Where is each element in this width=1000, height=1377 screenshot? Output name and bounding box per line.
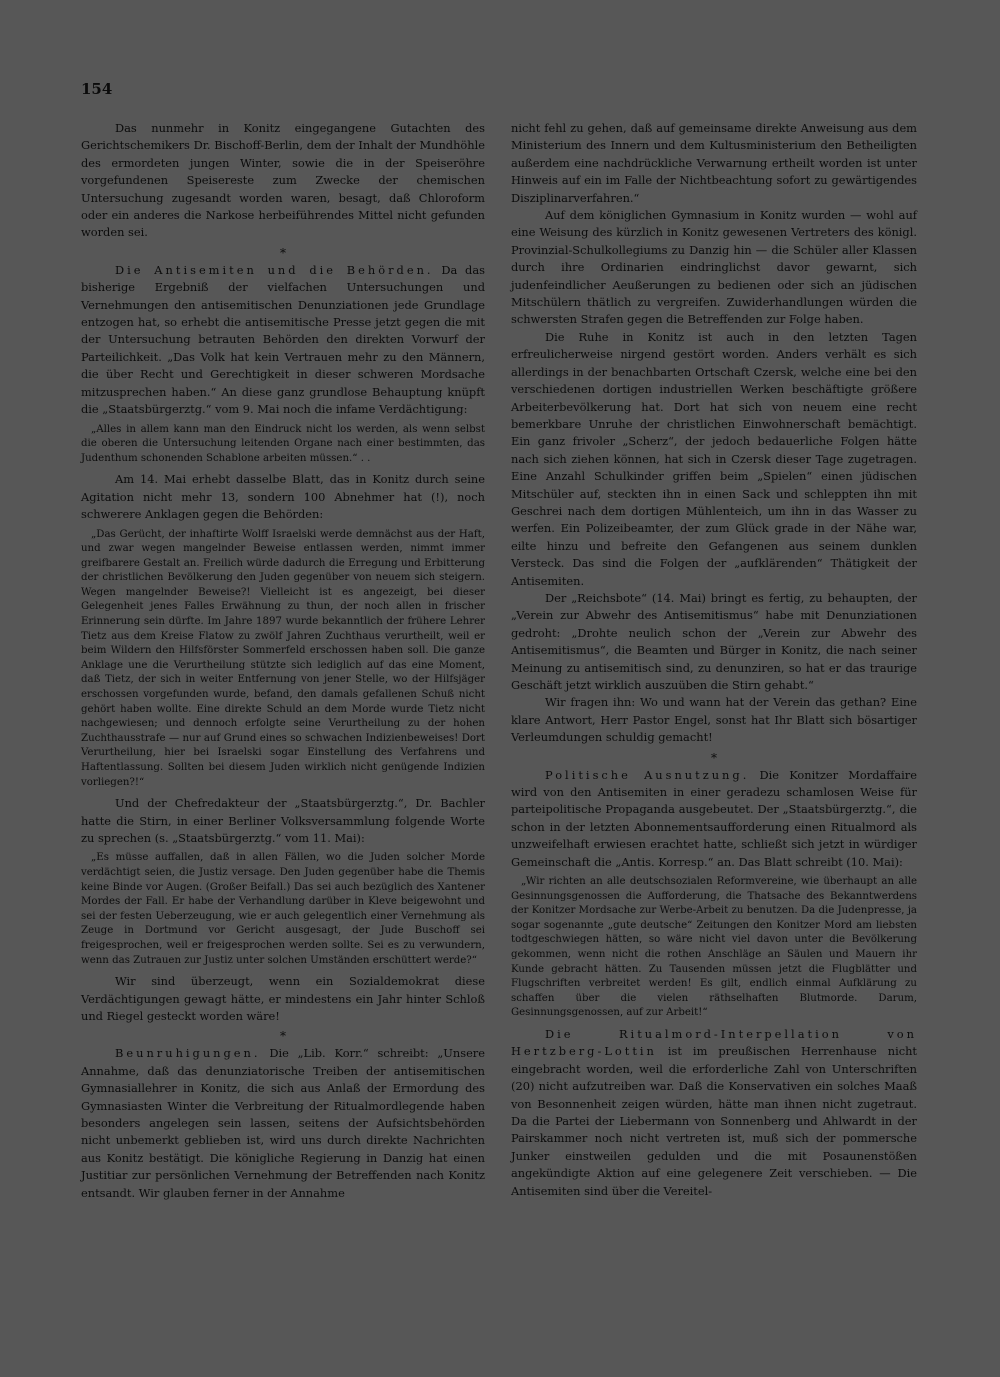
section-heading: Beunruhigungen. <box>115 1046 261 1061</box>
left-column <box>81 120 485 1202</box>
page-number: 154 <box>81 80 113 98</box>
paragraph: Wir fragen ihn: Wo und wann hat der Verein das gethan? Eine klare Antwort, Herr Pastor Engel, sonst hat Ihr Blatt sich bösartiger Verleumdungen schuldig gemacht! <box>511 695 917 745</box>
paragraph-body: Da das bisherige Ergebniß der vielfachen Untersuchungen und Vernehmungen den antisemitischen Denunziationen jede Grundlage entzogen hat, so erhebt die antisemitische Presse jetzt gegen die mit der Untersuchung betrauten Behörden den direkten Vorwurf der Parteilichkeit. „Das Volk hat kein Vertrauen mehr zu den Männern, die über Recht und Gerechtigkeit in dieser schweren Mordsache mitzusprechen haben.“ An diese ganz grundlose Behauptung knüpft die „Staatsbürgerztg.“ vom 9. Mai noch die infame Verdächtigung: <box>81 262 485 417</box>
paragraph: Auf dem königlichen Gymnasium in Konitz wurden — wohl auf eine Weisung des kürzlich in Konitz gewesenen Vertreters des königl. Provinzial-Schulkollegiums zu Danzig hin — die Schüler aller Klassen durch ihre Ordinarien eindringlichst davor gewarnt, sich judenfeindlicher Aeußerungen zu bedienen oder sich an jüdischen Mitschülern thätlich zu vergreifen. Zuwiderhandlungen würden die schwersten Strafen gegen die Betreffenden zur Folge haben. <box>511 208 917 327</box>
right-column <box>511 120 917 1200</box>
block-quote: „Wir richten an alle deutschsozialen Reformvereine, wie überhaupt an alle Gesinnungsgenossen die Aufforderung, die Thatsache des Bekanntwerdens der Konitzer Mordsache zur Werbe-Arbeit zu benutzen. Da die Judenpresse, ja sogar sogenannte „gute deutsche“ Zeitungen den Konitzer Mord am liebsten todtgeschwiegen hätten, so wäre nicht viel davon unter die Bevölkerung gekommen, wenn nicht die rothen Anschläge an Säulen und Mauern ihr Kunde gebracht hätten. Zu Tausenden müssen jetzt die Flugblätter und Flugschriften verbreitet werden! Es gilt, endlich einmal Aufklärung zu schaffen über die vielen räthselhaften Blutmorde. Darum, Gesinnungsgenossen, auf zur Arbeit!“ <box>511 876 917 1019</box>
paragraph: nicht fehl zu gehen, daß auf gemeinsame direkte Anweisung aus dem Ministerium des Innern und dem Kultusministerium den Betheiligten außerdem eine nachdrückliche Verwarnung ertheilt worden ist unter Hinweis auf ein im Falle der Nichtbeachtung sofort zu gewärtigendes Disziplinarverfahren.“ <box>511 121 917 205</box>
section-separator: * <box>280 1029 286 1044</box>
paragraph: Am 14. Mai erhebt dasselbe Blatt, das in Konitz durch seine Agitation nicht mehr 13, sondern 100 Abnehmer hat (!), noch schwerere Anklagen gegen die Behörden: <box>81 472 485 522</box>
section-heading: Politische Ausnutzung. <box>545 767 750 782</box>
paragraph <box>511 767 917 871</box>
section-separator: * <box>711 750 717 765</box>
paragraph <box>81 262 485 419</box>
paragraph-body: Die Konitzer Mordaffaire wird von den Antisemiten in einer geradezu schamlosen Weise für parteipolitische Propaganda ausgebeutet. Der „Staatsbürgerztg.“, die schon in der letzten Abonnementsaufforderung einen Ritualmord als unzweifelhaft erwiesen erachtet hatte, schließt sich jetzt in würdiger Gemeinschaft die „Antis. Korresp.“ an. Das Blatt schreibt (10. Mai): <box>511 767 917 869</box>
section-heading: Die Antisemiten und die Behörden. <box>115 262 434 277</box>
paragraph <box>511 1026 917 1200</box>
paragraph: Die Ruhe in Konitz ist auch in den letzten Tagen erfreulicherweise nirgend gestört worden. Anders verhält es sich allerdings in der benachbarten Ortschaft Czersk, welche eine bei den verschiedenen dortigen industriellen Werken beschäftigte größere Arbeiterbevölkerung hat. Dort hat sich von neuem eine recht bemerkbare Unruhe der christlichen Einwohnerschaft bemächtigt. Ein ganz frivoler „Scherz“, der jedoch bedauerliche Folgen hätte nach sich ziehen können, hat sich in Czersk dieser Tage zugetragen. Eine Anzahl Schulkinder griffen beim „Spielen“ einen jüdischen Mitschüler auf, steckten ihn in einen Sack und schleppten ihn mit Geschrei nach dem dortigen Mühlenteich, um ihn in das Wasser zu werfen. Ein Polizeibeamter, der zum Glück grade in der Nähe war, eilte hinzu und befreite den Gefangenen aus seinem dunklen Versteck. Das sind die Folgen der „aufklärenden“ Thätigkeit der Antisemiten. <box>511 329 917 588</box>
paragraph-body: ist im preußischen Herrenhause nicht eingebracht worden, weil die erforderliche Zahl von Unterschriften (20) nicht aufzutreiben war. Daß die Konservativen ein solches Maaß von Besonnenheit zeigen würden, hätte man ihnen nicht zugetraut. Da die Partei der Liebermann von Sonnenberg und Ahlwardt in der Pairskammer noch nicht vertreten ist, muß sich der pommersche Junker einstweilen gedulden und die mit Posaunenstößen angekündigte Aktion auf eine gelegenere Zeit verschieben. — Die Antisemiten sind über die Vereitel- <box>511 1044 917 1198</box>
paragraph <box>81 1045 485 1202</box>
paragraph: Und der Chefredakteur der „Staatsbürgerztg.“, Dr. Bachler hatte die Stirn, in einer Berliner Volksversammlung folgende Worte zu sprechen (s. „Staatsbürgerztg.“ vom 11. Mai): <box>81 796 485 845</box>
paragraph-body: Die „Lib. Korr.“ schreibt: „Unsere Annahme, daß das denunziatorische Treiben der antisemitischen Gymnasiallehrer in Konitz, die sich aus Anlaß der Ermordung des Gymnasiasten Winter die Verbreitung der Ritualmordlegende haben besonders angelegen sein lassen, seitens der Aufsichtsbehörden nicht unbemerkt geblieben ist, wird uns durch direkte Nachrichten aus Konitz bestätigt. Die königliche Regierung in Danzig hat einen Justitiar zur persönlichen Vernehmung der Betreffenden nach Konitz entsandt. Wir glauben ferner in der Annahme <box>81 1046 485 1200</box>
paragraph: Das nunmehr in Konitz eingegangene Gutachten des Gerichtschemikers Dr. Bischoff-Berlin, dem der Inhalt der Mundhöhle des ermordeten jungen Winter, sowie die in der Speiseröhre vorgefundenen Speisereste zum Zwecke der chemischen Untersuchung zugesandt worden waren, besagt, daß Chloroform oder ein anderes die Narkose herbeiführendes Mittel nicht gefunden worden sei. <box>81 121 485 240</box>
paragraph: Wir sind überzeugt, wenn ein Sozialdemokrat diese Verdächtigungen gewagt hätte, er mindestens ein Jahr hinter Schloß und Riegel gesteckt worden wäre! <box>81 974 485 1023</box>
section-separator: * <box>280 245 286 260</box>
block-quote: „Das Gerücht, der inhaftirte Wolff Israelski werde demnächst aus der Haft, und zwar wegen mangelnder Beweise entlassen werden, nimmt immer greifbarere Gestalt an. Freilich würde dadurch die Erregung und Erbitterung der christlichen Bevölkerung den Juden gegenüber von neuem sich steigern. Wegen mangelnder Beweise?! Vielleicht ist es angezeigt, bei dieser Gelegenheit jenes Falles Erwähnung zu thun, der noch allen in frischer Erinnerung sein dürfte. Im Jahre 1897 wurde bekanntlich der frühere Lehrer Tietz aus dem Kreise Flatow zu zwölf Jahren Zuchthaus verurtheilt, weil er beim Wildern den Hilfsförster Sommerfeld erschossen haben soll. Die ganze Anklage une die Verurtheilung stützte sich lediglich auf das eine Moment, daß Tietz, der sich in weiter Entfernung von jener Stelle, wo der Hilfsjäger erschossen vorgefunden wurde, befand, den damals gefallenen Schuß nicht gehört haben wollte. Eine direkte Schuld an dem Morde wurde Tietz nicht nachgewiesen; und dennoch erfolgte seine Verurtheilung zu der hohen Zuchthausstrafe — nur auf Grund eines so schwachen Indizienbeweises! Dort Verurtheilung, hier bei Israelski sogar Einstellung des Verfahrens und Haftentlassung. Sollten bei diesem Juden wirklich nicht genügende Indizien vorliegen?!“ <box>81 528 485 788</box>
block-quote: „Es müsse auffallen, daß in allen Fällen, wo die Juden solcher Morde verdächtigt seien, die Justiz versage. Den Juden gegenüber habe die Themis keine Binde vor Augen. (Großer Beifall.) Das sei auch bezüglich des Xantener Mordes der Fall. Er habe der Verhandlung darüber in Kleve beigewohnt und sei der festen Ueberzeugung, wie er auch gelegentlich einer Vernehmung als Zeuge in Dortmund vor Gericht ausgesagt, der Jude Buschoff sei freigesprochen, weil er freigesprochen werden sollte. Sei es zu verwundern, wenn das Zutrauen zur Justiz unter solchen Umständen erschüttert werde?“ <box>81 852 485 966</box>
paragraph: Der „Reichsbote“ (14. Mai) bringt es fertig, zu behaupten, der „Verein zur Abwehr des Antisemitismus“ habe mit Denunziationen gedroht: „Drohte neulich schon der „Verein zur Abwehr des Antisemitismus“, die Beamten und Bürger in Konitz, die nach seiner Meinung zu antisemitisch sind, zu denunziren, so hat er das traurige Geschäft jetzt wirklich auszuüben die Stirn gehabt.“ <box>511 590 917 692</box>
block-quote: „Alles in allem kann man den Eindruck nicht los werden, als wenn selbst die oberen die Untersuchung leitenden Organe nach einer bestimmten, das Judenthum schonenden Schablone arbeiten müssen.“ . . <box>81 423 485 464</box>
section-heading: Die Ritualmord-Interpellation von Hertzberg-Lottin <box>511 1027 917 1059</box>
